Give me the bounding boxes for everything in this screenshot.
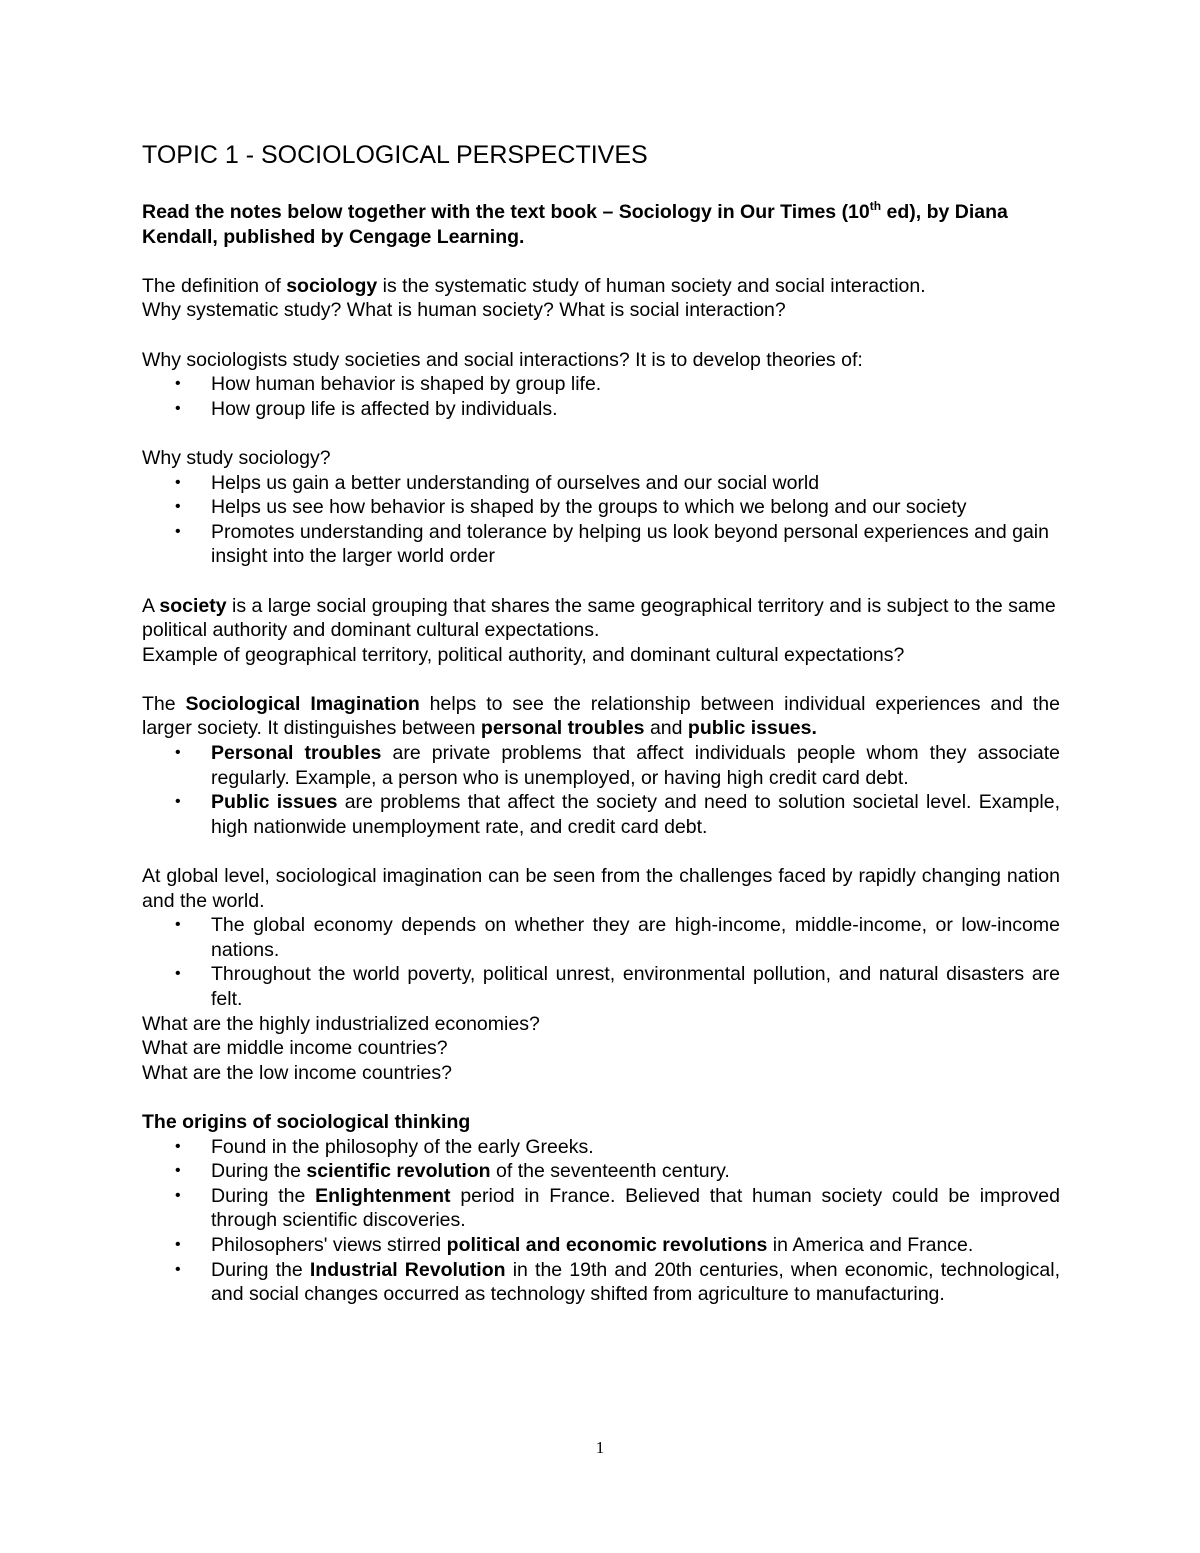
global-list (142, 913, 1060, 1011)
list-item-text-end: period in France. Believed that human society could be improved through scientific discoveries. (211, 1184, 1060, 1232)
society-text-end: is a large social grouping that shares the same geographical territory and is subject to the same political authority and dominant cultural expectations. (142, 594, 1056, 642)
intro-text-end: ed), by Diana Kendall, published by Cengage Learning. (142, 201, 1008, 248)
why-study-lead: Why study sociology? (142, 446, 331, 469)
origins-heading (142, 1110, 1060, 1135)
imagination-period: . (811, 717, 817, 740)
list-item (142, 1159, 1060, 1184)
list-item-text-end: in the 19th and 20th centuries, when economic, technological, and social changes occurred as technology shifted from agriculture to manufacturing. (211, 1258, 1060, 1306)
list-item-text: During the (211, 1258, 310, 1281)
definition-paragraph (142, 274, 1060, 299)
society-text: A (142, 594, 160, 617)
theories-list (142, 372, 1060, 421)
imagination-list (142, 741, 1060, 839)
page-title: TOPIC 1 - SOCIOLOGICAL PERSPECTIVES (142, 141, 648, 169)
definition-text-end: is the systematic study of human society and social interaction. (377, 274, 926, 297)
list-item (142, 1258, 1060, 1307)
origins-list (142, 1135, 1060, 1307)
global-question: What are the low income countries? (142, 1061, 452, 1084)
society-term: society (159, 594, 227, 617)
global-question: What are middle income countries? (142, 1037, 448, 1060)
list-item: • Promotes understanding and tolerance by helping us look beyond personal experiences and gain insight into the larger world order (142, 520, 1060, 569)
society-question: Example of geographical territory, political authority, and dominant cultural expectations? (142, 643, 905, 666)
list-item (142, 1233, 1060, 1258)
intro-paragraph (142, 200, 1060, 249)
theories-lead: Why sociologists study societies and social interactions? It is to develop theories of: (142, 348, 863, 371)
origins-heading-text: The origins of sociological thinking (142, 1110, 471, 1133)
society-paragraph (142, 594, 1060, 643)
intro-text: Read the notes below together with the text book – Sociology in Our Times (10 (142, 201, 870, 223)
list-item: • Helps us gain a better understanding of ourselves and our social world (142, 471, 1060, 496)
list-item: • How group life is affected by individuals. (142, 397, 1060, 422)
global-question: What are the highly industrialized economies? (142, 1012, 540, 1035)
definition-term: sociology (286, 274, 378, 297)
page-number: 1 (595, 1438, 605, 1457)
public-issues-term: public issues (687, 717, 812, 740)
list-item: • Helps us see how behavior is shaped by the groups to which we belong and our society (142, 495, 1060, 520)
list-item-text: are private problems that affect individuals people whom they associate regularly. Example, a person who is unemployed, or having high credit card debt. (211, 742, 1060, 789)
list-item-term: political and economic revolutions (446, 1233, 768, 1256)
list-item-text-end: of the seventeenth century. (490, 1160, 730, 1183)
imagination-paragraph (142, 692, 1060, 741)
list-item-text: are problems that affect the society and need to solution societal level. Example, high nationwide unemployment rate, and credit card debt. (211, 791, 1060, 838)
list-item-text: During the (211, 1160, 307, 1183)
list-item-term: Personal troubles (211, 742, 382, 765)
personal-troubles-term: personal troubles (480, 717, 645, 740)
definition-questions: Why systematic study? What is human society? What is social interaction? (142, 299, 786, 322)
list-item: • The global economy depends on whether they are high-income, middle-income, or low-income nations. (142, 913, 1060, 962)
global-lead: At global level, sociological imagination can be seen from the challenges faced by rapidly changing nation and the world. (142, 865, 1060, 912)
imagination-text: The (142, 692, 186, 715)
why-study-list (142, 471, 1060, 569)
imagination-and: and (644, 717, 688, 740)
list-item-text: Philosophers' views stirred (211, 1233, 447, 1256)
list-item: • Throughout the world poverty, political unrest, environmental pollution, and natural disasters are felt. (142, 962, 1060, 1011)
list-item (142, 1135, 1060, 1160)
list-item-term: Industrial Revolution (309, 1258, 506, 1281)
list-item (142, 1184, 1060, 1233)
list-item-text-end: in America and France. (767, 1233, 974, 1256)
imagination-text-mid: helps to see the relationship between individual experiences and the larger society. It distinguishes between (142, 692, 1060, 740)
list-item-term: scientific revolution (306, 1160, 491, 1183)
list-item: • How human behavior is shaped by group life. (142, 372, 1060, 397)
list-item-text: During the (211, 1184, 316, 1207)
document-page (142, 140, 1060, 1307)
list-item-text: Found in the philosophy of the early Greeks. (211, 1135, 594, 1158)
list-item (142, 741, 1060, 790)
list-item-term: Enlightenment (315, 1184, 451, 1207)
list-item (142, 790, 1060, 839)
imagination-term: Sociological Imagination (185, 692, 420, 715)
intro-superscript: th (869, 199, 882, 213)
list-item-term: Public issues (211, 791, 338, 814)
definition-text: The definition of (142, 274, 287, 297)
